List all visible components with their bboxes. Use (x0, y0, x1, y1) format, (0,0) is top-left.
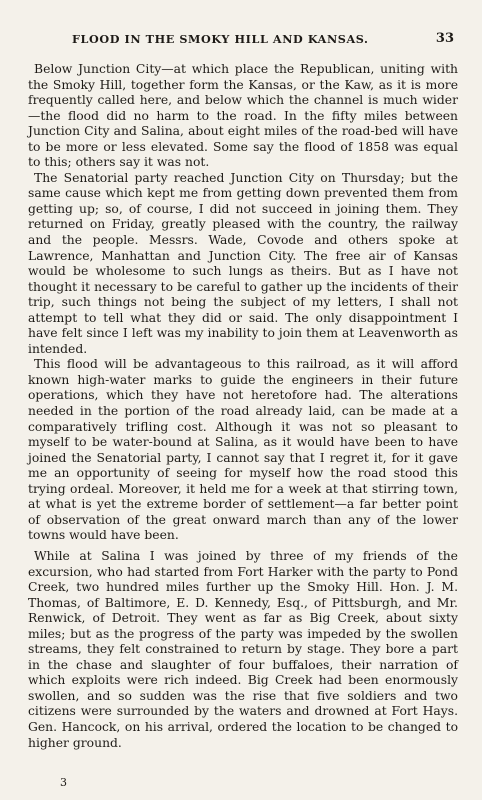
paragraph-senatorial-party: The Senatorial party reached Junction City on Thursday; but the same cause which kept me from getting down prevented them from getting up; so, of course, I did not succeed in joining them. They returned on Friday, greatly pleased with the country, the railway and the people. Messrs. Wade, Covode and others spoke at Lawrence, Manhattan and Junction City. The free air of Kansas would be wholesome to such lungs as theirs. But as I have not thought it necessary to be careful to gather up the incidents of their trip, such things not being the subject of my letters, I shall not attempt to tell what they did or said. The only disappointment I have felt since I left was my inability to join them at Leavenworth as intended. (28, 170, 458, 356)
body-text (28, 62, 458, 751)
paragraph-junction-city: Below Junction City—at which place the Republican, uniting with the Smoky Hill, together form the Kansas, or the Kaw, as it is more frequently called here, and below which the channel is much wider—the flood did no harm to the road. In the fifty miles between Junction City and Salina, about eight miles of the road-bed will have to be more or less elevated. Some say the flood of 1858 was equal to this; others say it was not. (28, 62, 458, 170)
paragraph-flood-advantage: This flood will be advantageous to this railroad, as it will afford known high-water marks to guide the engineers in their future operations, which they have not heretofore had. The alterations needed in the portion of the road already laid, can be made at a comparatively trifling cost. Although it was not so pleasant to myself to be water-bound at Salina, as it would have been to have joined the Senatorial party, I cannot say that I regret it, for it gave me an opportunity of seeing for myself how the road stood this trying ordeal. Moreover, it held me for a week at that stirring town, at what is yet the extreme border of settlement—a far better point of observation of the great onward march than any of the lower towns would have been. (28, 357, 458, 543)
paragraph-salina-friends: While at Salina I was joined by three of my friends of the excursion, who had started from Fort Harker with the party to Pond Creek, two hundred miles further up the Smoky Hill. Hon. J. M. Thomas, of Baltimore, E. D. Kennedy, Esq., of Pittsburgh, and Mr. Renwick, of Detroit. They went as far as Big Creek, about sixty miles; but as the progress of the party was impeded by the swollen streams, they felt constrained to return by stage. They bore a part in the chase and slaughter of four buffaloes, their narration of which exploits were rich indeed. Big Creek had been enormously swollen, and so sudden was the rise that five soldiers and two citizens were surrounded by the waters and drowned at Fort Hays. Gen. Hancock, on his arrival, ordered the location to be changed to higher ground. (28, 548, 458, 750)
page-header (0, 32, 482, 50)
running-head: FLOOD IN THE SMOKY HILL AND KANSAS. (72, 32, 369, 46)
page-number: 33 (435, 31, 454, 46)
signature-mark: 3 (60, 776, 67, 789)
